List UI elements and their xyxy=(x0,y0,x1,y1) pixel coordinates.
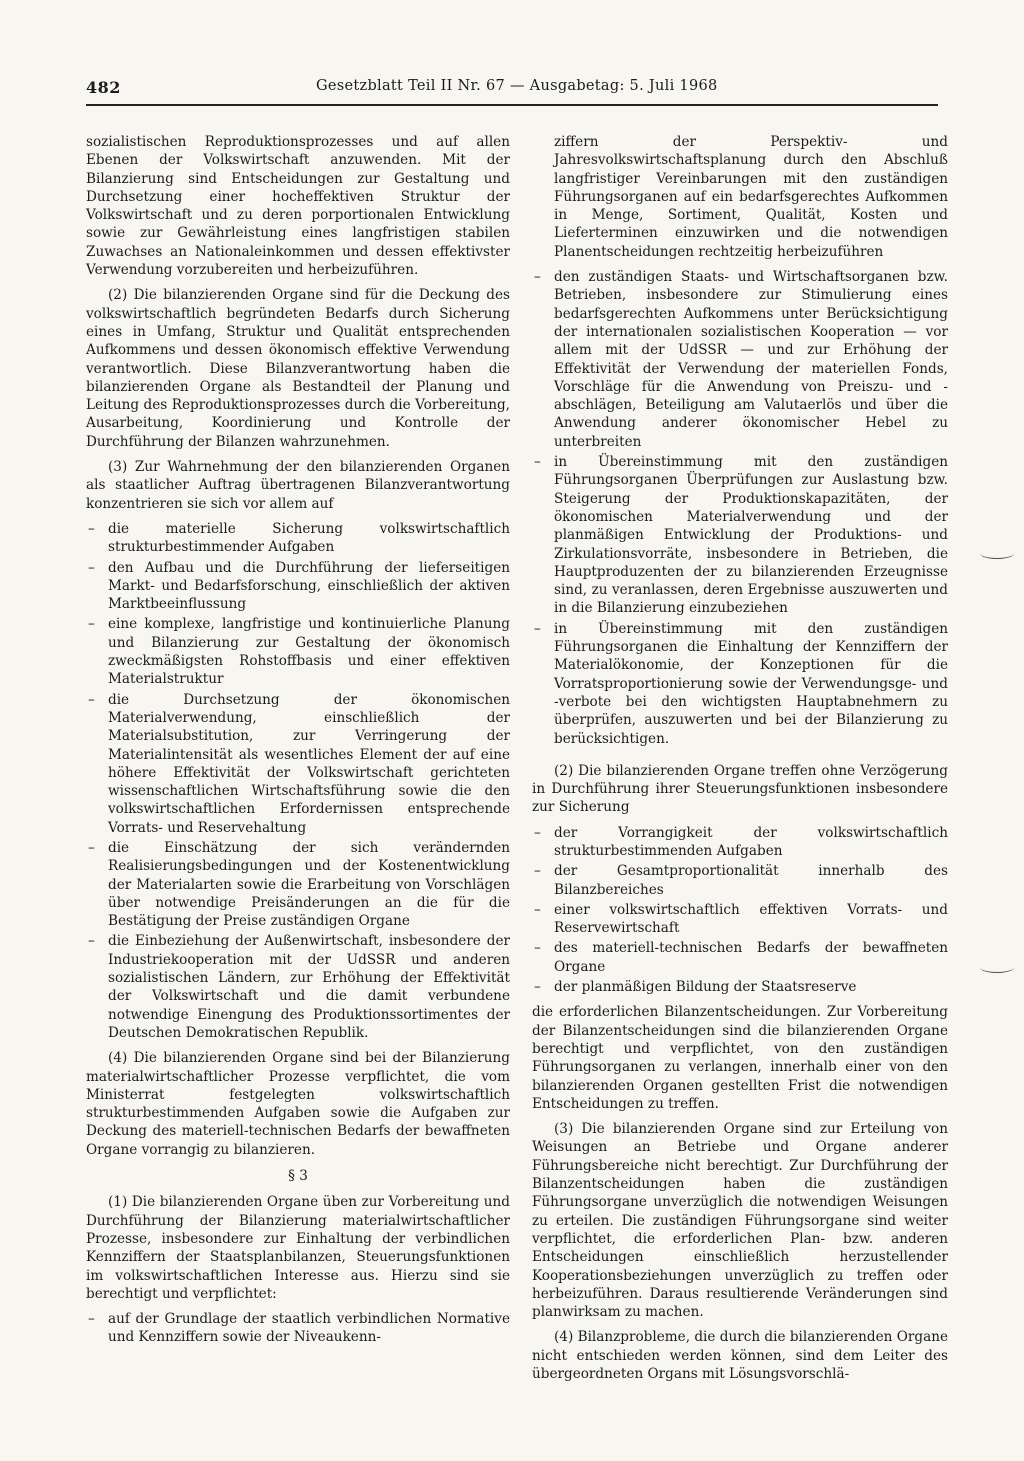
paragraph: sozialistischen Reproduktionsprozesses und auf allen Ebenen der Volkswirtschaft anzuwenden. Mit der Bilanzierung sind Entscheidungen zur Gestaltung und Durchsetzung einer hocheffektiven Struktur der Volkswirtschaft und zu deren porportionalen Entwicklung sowie zur Gewährleistung eines langfristigen stabilen Zuwachses an Nationaleinkommen und dessen effektivster Verwendung vorzubereiten und herbeizuführen. xyxy=(86,134,510,279)
dash-list xyxy=(86,1310,510,1347)
list-item: – die Durchsetzung der ökonomischen Materialverwendung, einschließlich der Materialsubstitution, zur Verringerung der Materialintensität als wesentliches Element der auf eine höhere Effektivität der Volkswirtschaft gerichteten wissenschaftlichen Wirtschaftsführung sowie die den volkswirtschaftlichen Erfordernissen entsprechende Vorrats- und Reservehaltung xyxy=(86,691,510,837)
paragraph: (4) Bilanzprobleme, die durch die bilanzierenden Organe nicht entschieden werden können, sind dem Leiter des übergeordneten Organs mit Lösungsvorschlä- xyxy=(532,1329,948,1382)
paragraph: (3) Die bilanzierenden Organe sind zur Erteilung von Weisungen an Betriebe und Organe anderer Führungsbereiche nicht berechtigt. Zur Durchführung der Bilanzentscheidungen haben die zuständigen Führungsorgane unverzüglich die notwendigen Weisungen zu erteilen. Die zuständigen Führungsorgane sind weiter verpflichtet, die erforderlichen Plan- bzw. anderen Entscheidungen einschließlich herzustellender Kooperationsbeziehungen unverzüglich zu treffen oder herbeizuführen. Daraus resultierende Veränderungen sind planwirksam zu machen. xyxy=(532,1121,948,1321)
list-item: – auf der Grundlage der staatlich verbindlichen Normative und Kennziffern sowie der Niveaukenn- xyxy=(86,1310,510,1347)
page-header xyxy=(86,74,938,106)
running-head: Gesetzblatt Teil II Nr. 67 — Ausgabetag: 5. Juli 1968 xyxy=(316,78,718,94)
paragraph: (2) Die bilanzierenden Organe sind für die Deckung des volkswirtschaftlich begründeten Bedarfs durch Sicherung eines in Umfang, Struktur und Qualität entsprechenden Aufkommens und dessen ökonomisch effektive Verwendung verantwortlich. Diese Bilanzverantwortung haben die bilanzierenden Organe als Bestandteil der Planung und Leitung des Reproduktionsprozesses durch die Vorbereitung, Ausarbeitung, Koordinierung und Kontrolle der Durchführung der Bilanzen wahrzunehmen. xyxy=(86,287,510,450)
left-column xyxy=(86,133,510,1354)
paragraph: ziffern der Perspektiv- und Jahresvolkswirtschaftsplanung durch den Abschluß langfristiger Vereinbarungen mit den zuständigen Führungsorganen auf ein bedarfsgerechtes Aufkommen in Menge, Sortiment, Qualität, Kosten und Lieferterminen einzuwirken und die notwendigen Planentscheidungen rechtzeitig herbeizuführen xyxy=(554,134,948,260)
list-item: – der planmäßigen Bildung der Staatsreserve xyxy=(532,978,948,996)
list-item: – den zuständigen Staats- und Wirtschaftsorganen bzw. Betrieben, insbesondere zur Stimulierung eines bedarfsgerechten Aufkommens unter Berücksichtigung der internationalen sozialistischen Kooperation — vor allem mit der UdSSR — und zur Erhöhung der Effektivität der Verwendung der materiellen Fonds, Vorschläge für die Anwendung von Preiszu- und -abschlägen, Beteiligung am Valutaerlös und über die Anwendung anderer ökonomischer Hebel zu unterbreiten xyxy=(532,268,948,451)
dash-list xyxy=(532,268,948,748)
right-column xyxy=(532,133,948,1390)
section-heading: § 3 xyxy=(288,1168,308,1185)
list-item: – die Einschätzung der sich verändernden Realisierungsbedingungen und der Kostenentwicklung der Materialarten sowie die Erarbeitung von Vorschlägen über notwendige Preisänderungen an die für die Bestätigung der Preise zuständigen Organe xyxy=(86,839,510,930)
list-item: – in Übereinstimmung mit den zuständigen Führungsorganen die Einhaltung der Kennziffern der Materialökonomie, der Konzeptionen für die Vorratsproportionierung sowie der Verwendungsge- und -verbote bei den wichtigsten Hauptabnehmern zu überprüfen, auszuwerten und bei der Bilanzierung zu berücksichtigen. xyxy=(532,620,948,748)
paragraph: (3) Zur Wahrnehmung der den bilanzierenden Organen als staatlicher Auftrag übertragenen Bilanzverantwortung konzentrieren sie sich vor allem auf xyxy=(86,459,510,512)
list-item: – den Aufbau und die Durchführung der lieferseitigen Markt- und Bedarfsforschung, einschließlich der aktiven Marktbeeinflussung xyxy=(86,559,510,614)
list-item: – die materielle Sicherung volkswirtschaftlich strukturbestimmender Aufgaben xyxy=(86,520,510,557)
list-item: – einer volkswirtschaftlich effektiven Vorrats- und Reservewirtschaft xyxy=(532,901,948,938)
paragraph: (2) Die bilanzierenden Organe treffen ohne Verzögerung in Durchführung ihrer Steuerungsfunktionen insbesondere zur Sicherung xyxy=(532,762,948,816)
paragraph: (4) Die bilanzierenden Organe sind bei der Bilanzierung materialwirtschaftlicher Prozesse verpflichtet, die vom Ministerrat festgelegten volkswirtschaftlich strukturbestimmenden Aufgaben sowie die Aufgaben zur Deckung des materiell-technischen Bedarfs der bewaffneten Organe vorrangig zu bilanzieren. xyxy=(86,1050,510,1158)
list-item: – des materiell-technischen Bedarfs der bewaffneten Organe xyxy=(532,939,948,976)
list-item: – der Vorrangigkeit der volkswirtschaftlich strukturbestimmenden Aufgaben xyxy=(532,824,948,861)
dash-list xyxy=(86,520,510,1042)
margin-mark xyxy=(980,962,1014,973)
margin-mark xyxy=(980,548,1014,559)
list-item: – der Gesamtproportionalität innerhalb des Bilanzbereiches xyxy=(532,862,948,899)
paragraph: (1) Die bilanzierenden Organe üben zur Vorbereitung und Durchführung der Bilanzierung materialwirtschaftlicher Prozesse, insbesondere zur Einhaltung der verbindlichen Kennziffern der Staatsplanbilanzen, Steuerungsfunktionen im volkswirtschaftlichen Interesse aus. Hierzu sind sie berechtigt und verpflichtet: xyxy=(86,1194,510,1302)
dash-list xyxy=(532,824,948,997)
list-item: – in Übereinstimmung mit den zuständigen Führungsorganen Überprüfungen zur Auslastung bzw. Steigerung der Produktionskapazitäten, der ökonomischen Materialverwendung und der planmäßigen Entwicklung der Produktions- und Zirkulationsvorräte, insbesondere in Betrieben, die Hauptproduzenten der zu bilanzierenden Erzeugnisse sind, zu veranlassen, deren Ergebnisse auszuwerten und in die Bilanzierung einzubeziehen xyxy=(532,453,948,618)
paragraph: die erforderlichen Bilanzentscheidungen. Zur Vorbereitung der Bilanzentscheidungen sind die bilanzierenden Organe berechtigt und verpflichtet, von den zuständigen Führungsorganen zu verlangen, innerhalb einer von den bilanzierenden Organen gestellten Frist die notwendigen Entscheidungen zu treffen. xyxy=(532,1004,948,1112)
page-number: 482 xyxy=(86,78,121,97)
list-item: – die Einbeziehung der Außenwirtschaft, insbesondere der Industriekooperation mit der UdSSR und anderen sozialistischen Ländern, zur Erhöhung der Effektivität der Volkswirtschaft und die damit verbundene notwendige Einengung des Produktionssortimentes der Deutschen Demokratischen Republik. xyxy=(86,932,510,1042)
list-item: – eine komplexe, langfristige und kontinuierliche Planung und Bilanzierung zur Gestaltung der ökonomisch zweckmäßigsten Rohstoffbasis und einer effektiven Materialstruktur xyxy=(86,615,510,688)
